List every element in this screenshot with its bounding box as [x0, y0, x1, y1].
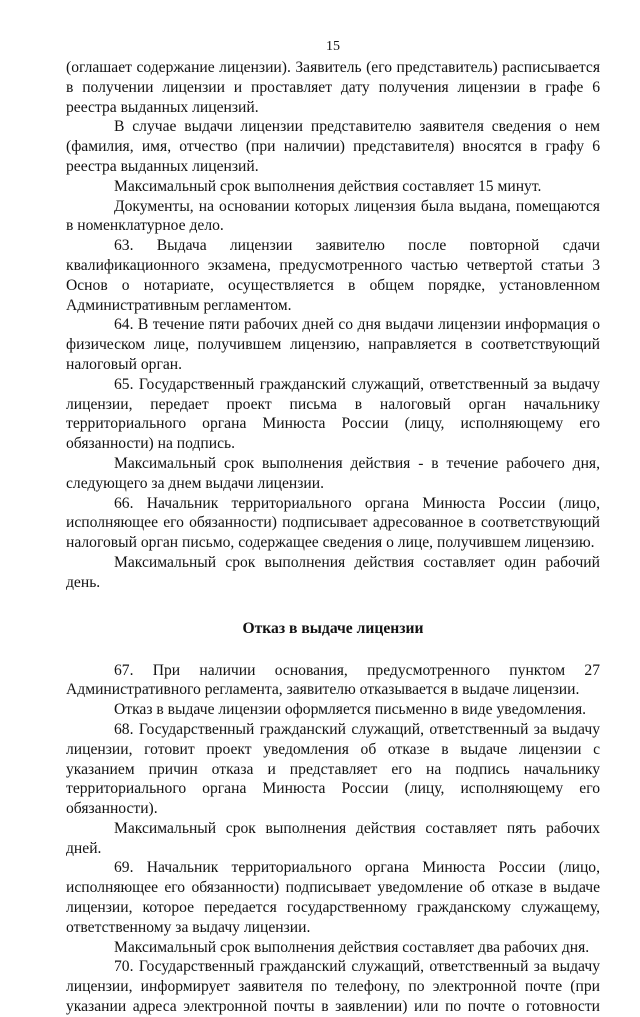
paragraph-item-68: 68. Государственный гражданский служащий, ответственный за выдачу лицензии, готовит проект уведомления об отказе в выдаче лицензии с указанием причин отказа и представляет его на подпись начальнику территориального органа Минюста России (лицу, исполняющему его обязанности). — [66, 720, 600, 818]
paragraph: Документы, на основании которых лицензия была выдана, помещаются в номенклатурное дело. — [66, 197, 600, 235]
paragraph-item-65: 65. Государственный гражданский служащий, ответственный за выдачу лицензии, передает проект письма в налоговый орган начальнику территориального органа Минюста России (лицу, исполняющему его обязанности) на подпись. — [66, 375, 600, 453]
paragraph-item-66: 66. Начальник территориального органа Минюста России (лицо, исполняющее его обязанности) подписывает адресованное в соответствующий налоговый орган письмо, содержащее сведения о лице, получившем лицензию. — [66, 494, 600, 552]
paragraph: Максимальный срок выполнения действия составляет пять рабочих дней. — [66, 819, 600, 857]
paragraph: Максимальный срок выполнения действия составляет один рабочий день. — [66, 553, 600, 591]
paragraph-item-64: 64. В течение пяти рабочих дней со дня выдачи лицензии информация о физическом лице, получившем лицензию, направляется в соответствующий налоговый орган. — [66, 316, 600, 373]
paragraph: Максимальный срок выполнения действия - в течение рабочего дня, следующего за днем выдачи лицензии. — [66, 454, 600, 492]
paragraph: Отказ в выдаче лицензии оформляется письменно в виде уведомления. — [114, 701, 587, 719]
paragraph: Максимальный срок выполнения действия составляет 15 минут. — [114, 177, 542, 195]
paragraph-item-67: 67. При наличии основания, предусмотренного пунктом 27 Административного регламента, заявителю отказывается в выдаче лицензии. — [66, 661, 600, 699]
paragraph: (оглашает содержание лицензии). Заявитель (его представитель) расписывается в получении лицензии и проставляет дату получения лицензии в графе 6 реестра выданных лицензий. — [66, 59, 600, 116]
page-number: 15 — [326, 39, 340, 54]
paragraph-item-69: 69. Начальник территориального органа Минюста России (лицо, исполняющее его обязанности) подписывает уведомление об отказе в выдаче лицензии, которое передается государственному гражданскому служащему, ответственному за выдачу лицензии. — [66, 859, 600, 936]
document-page — [66, 38, 600, 1017]
paragraph-item-70: 70. Государственный гражданский служащий, ответственный за выдачу лицензии, информирует заявителя по телефону, по электронной почте (при указании адреса электронной почты в заявлении) или по почте о готовности — [66, 958, 600, 1016]
paragraph-item-63: 63. Выдача лицензии заявителю после повторной сдачи квалификационного экзамена, предусмотренного частью четвертой статьи 3 Основ о нотариате, осуществляется в общем порядке, установленном Административным регламентом. — [66, 237, 600, 314]
section-heading: Отказ в выдаче лицензии — [242, 619, 424, 637]
paragraph: Максимальный срок выполнения действия составляет два рабочих дня. — [114, 938, 590, 956]
paragraph: В случае выдачи лицензии представителю заявителя сведения о нем (фамилия, имя, отчество (при наличии) представителя) вносятся в графу 6 реестра выданных лицензий. — [66, 118, 600, 175]
